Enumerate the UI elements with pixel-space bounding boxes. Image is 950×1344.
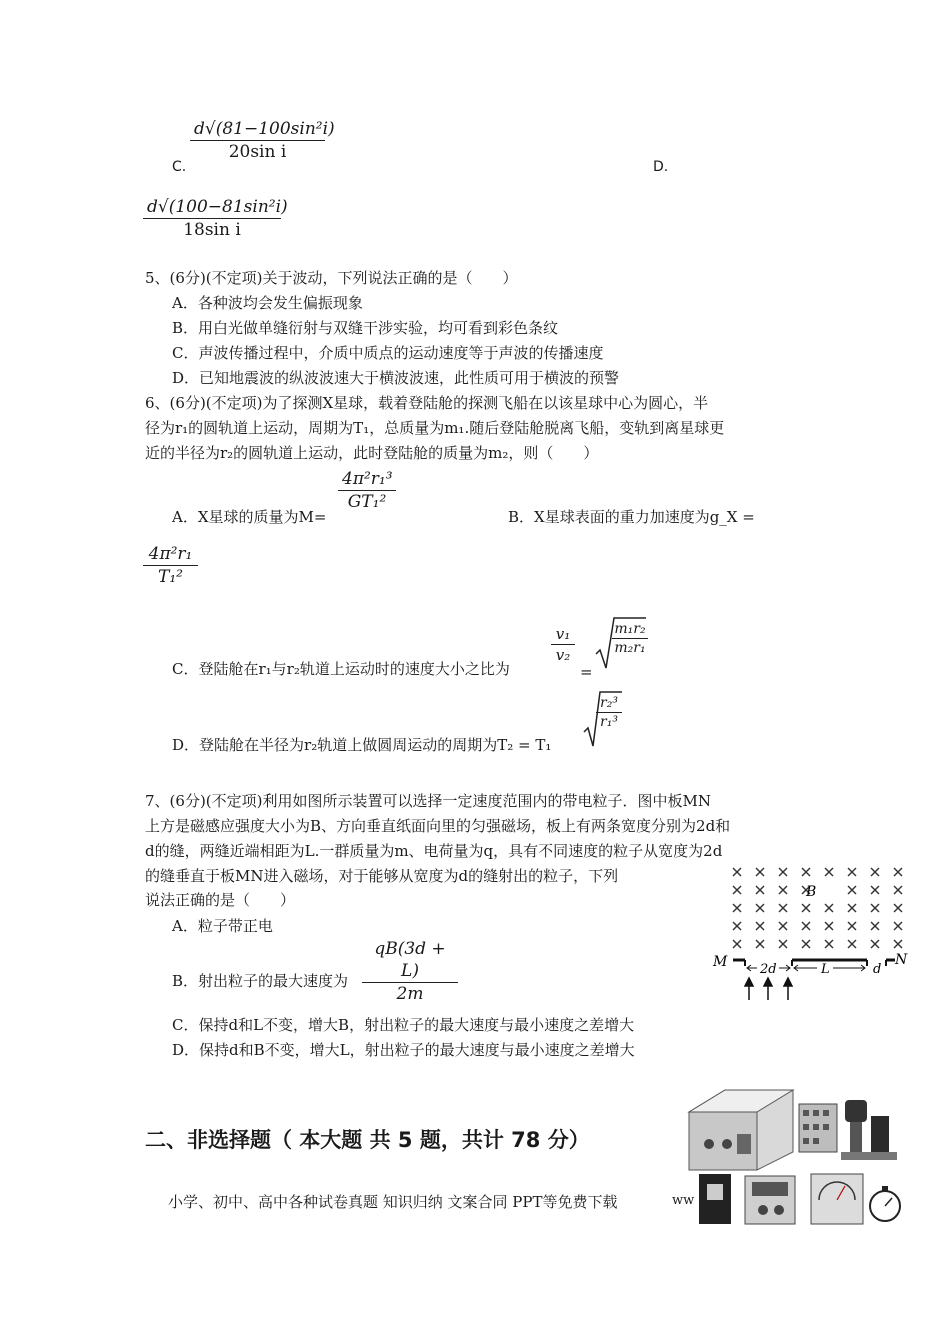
field-label-b: B bbox=[806, 884, 817, 900]
q4-optC-fraction bbox=[190, 118, 335, 163]
q4-optD-denominator: 18sin i bbox=[183, 220, 241, 240]
q7-option-c: C．保持d和L不变，增大B，射出粒子的最大速度与最小速度之差增大 bbox=[172, 1016, 635, 1034]
magnetic-field-crosses bbox=[733, 868, 902, 948]
q4-optD-numerator: d√(100−81sin²i) bbox=[147, 197, 288, 217]
q6-optC-equals: = bbox=[580, 663, 593, 681]
q4-optD-label: D. bbox=[653, 159, 669, 175]
q7-stem-line5: 说法正确的是（ ） bbox=[145, 891, 296, 909]
gap-label-2d: 2d bbox=[760, 962, 777, 977]
q6-optA-numerator: 4π²r₁³ bbox=[342, 469, 393, 489]
q5-option-c: C．声波传播过程中，介质中质点的运动速度等于声波的传播速度 bbox=[172, 344, 604, 362]
lab-equipment-image bbox=[685, 1082, 910, 1227]
q7-stem-line4: 的缝垂直于板MN进入磁场，对于能够从宽度为d的缝射出的粒子，下列 bbox=[145, 867, 619, 885]
distance-label-l: L bbox=[821, 962, 830, 977]
q5-option-d: D．已知地震波的纵波波速大于横波波速，此性质可用于横波的预警 bbox=[172, 369, 620, 387]
q7-option-a: A．粒子带正电 bbox=[172, 917, 273, 935]
plate-label-n: N bbox=[895, 952, 908, 968]
q7-stem-line3: d的缝，两缝近端相距为L.一群质量为m、电荷量为q，具有不同速度的粒子从宽度为2d bbox=[145, 842, 723, 860]
q4-optC-denominator: 20sin i bbox=[228, 142, 287, 162]
plate-label-m: M bbox=[713, 954, 728, 970]
q6-stem-line2: 径为r₁的圆轨道上运动，周期为T₁，总质量为m₁.随后登陆舱脱离飞船，变轨到离星球更 bbox=[145, 419, 725, 437]
q7-option-b: B．射出粒子的最大速度为 bbox=[172, 972, 349, 990]
q6-optC-root-fraction bbox=[612, 620, 648, 657]
q6-stem-line1: 6、(6分)(不定项)为了探测X星球，载着登陆舱的探测飞船在以该星球中心为圆心，半 bbox=[145, 394, 709, 412]
q6-optD-root-den: r₁³ bbox=[600, 714, 618, 730]
q7-stem-line1: 7、(6分)(不定项)利用如图所示装置可以选择一定速度范围内的带电粒子．图中板MN bbox=[145, 792, 711, 810]
q7-optB-denominator: 2m bbox=[396, 984, 424, 1004]
footer-tail: ww bbox=[672, 1193, 695, 1208]
q6-option-d: D．登陆舱在半径为r₂轨道上做圆周运动的周期为T₂ = T₁ bbox=[172, 736, 552, 754]
q6-stem-line3: 近的半径为r₂的圆轨道上运动，此时登陆舱的质量为m₂，则（ ） bbox=[145, 444, 599, 462]
q6-optA-fraction bbox=[338, 468, 396, 513]
q7-option-d: D．保持d和B不变，增大L，射出粒子的最大速度与最小速度之差增大 bbox=[172, 1041, 635, 1059]
q7-stem-line2: 上方是磁感应强度大小为B、方向垂直纸面向里的匀强磁场，板上有两条宽度分别为2d和 bbox=[145, 817, 731, 835]
q6-optD-root-fraction bbox=[596, 694, 622, 731]
q6-option-c: C．登陆舱在r₁与r₂轨道上运动时的速度大小之比为 bbox=[172, 660, 510, 678]
q6-optC-v2: v₂ bbox=[555, 646, 571, 664]
gap-label-d: d bbox=[873, 962, 882, 977]
q5-option-b: B．用白光做单缝衍射与双缝干涉实验，均可看到彩色条纹 bbox=[172, 319, 559, 337]
q4-optC-numerator: d√(81−100sin²i) bbox=[194, 119, 335, 139]
q6-optC-v1: v₁ bbox=[555, 625, 571, 643]
q5-stem: 5、(6分)(不定项)关于波动，下列说法正确的是（ ） bbox=[145, 269, 518, 287]
q7-magnetic-field-diagram bbox=[705, 860, 910, 1010]
q6-option-b: B．X星球表面的重力加速度为g_X = bbox=[508, 508, 755, 526]
q6-optB-denominator: T₁² bbox=[158, 567, 183, 587]
q6-optC-root-num: m₁r₂ bbox=[614, 621, 646, 637]
q4-optD-fraction bbox=[143, 196, 288, 241]
q6-optC-root-den: m₂r₁ bbox=[614, 640, 646, 656]
q7-optB-fraction bbox=[362, 938, 458, 1005]
q6-optD-root-num: r₂³ bbox=[600, 695, 618, 711]
q6-option-a: A．X星球的质量为M= bbox=[172, 508, 327, 526]
particle-entry-arrows bbox=[745, 978, 792, 1000]
q6-optA-denominator: GT₁² bbox=[347, 492, 387, 512]
q5-option-a: A．各种波均会发生偏振现象 bbox=[172, 294, 363, 312]
footer-download-text: 小学、初中、高中各种试卷真题 知识归纳 文案合同 PPT等免费下载 bbox=[168, 1193, 618, 1211]
q6-optB-numerator: 4π²r₁ bbox=[148, 544, 193, 564]
section-two-heading: 二、非选择题（ 本大题 共 5 题，共计 78 分） bbox=[145, 1128, 590, 1152]
q7-optB-numerator: qB(3d + L) bbox=[374, 939, 446, 981]
q6-optC-velocity-ratio bbox=[551, 624, 575, 665]
q4-optC-label: C. bbox=[172, 159, 187, 175]
q6-optB-fraction bbox=[143, 543, 198, 588]
